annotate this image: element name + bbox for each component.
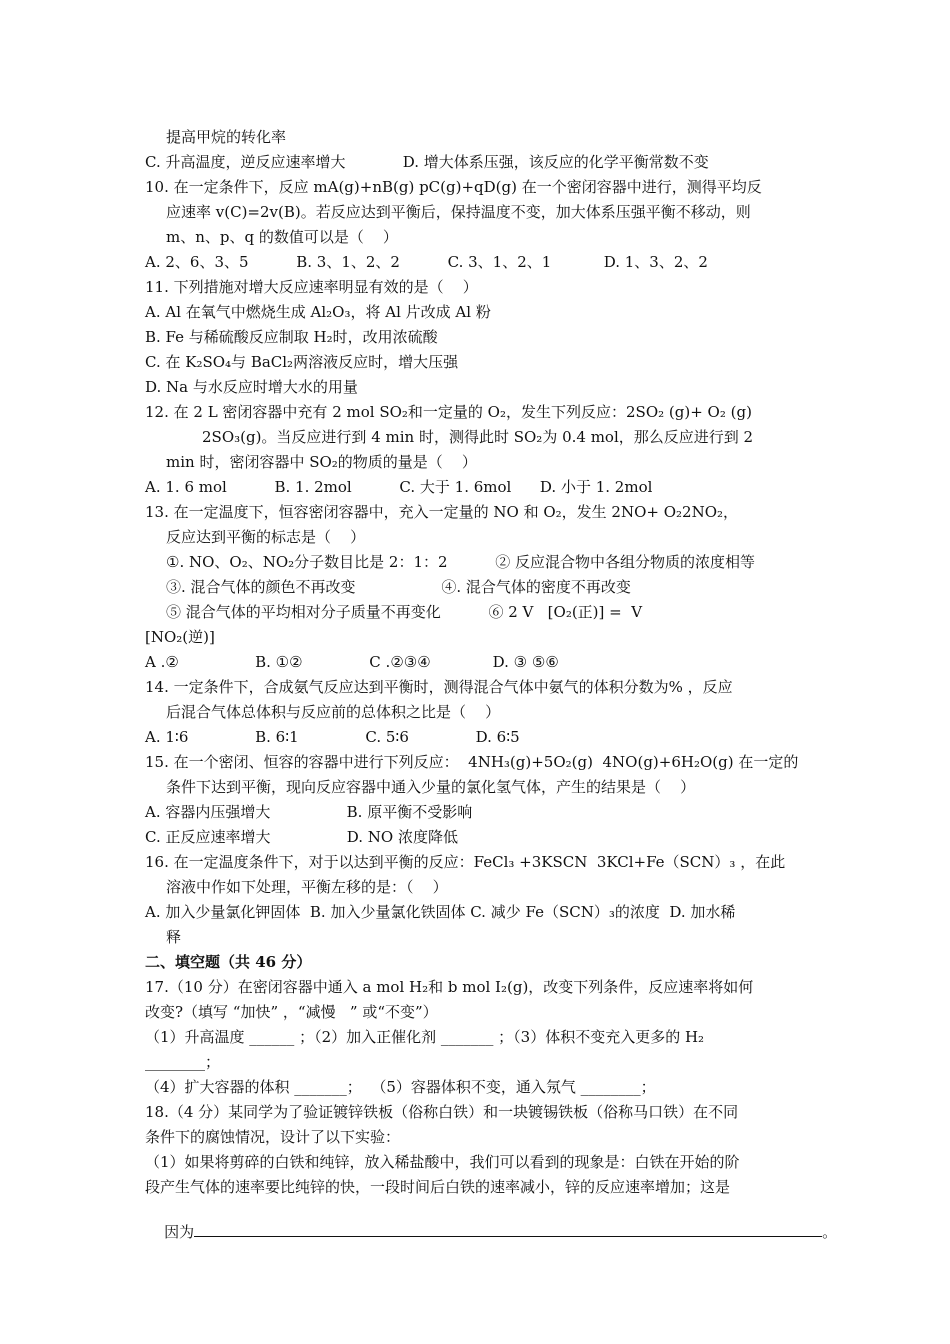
option-line: B. Fe 与稀硫酸反应制取 H₂时，改用浓硫酸 bbox=[145, 328, 438, 346]
text-line: 改变?（填写 “加快” ，“减慢 ” 或“不变”） bbox=[145, 1003, 438, 1021]
text-line: 段产生气体的速率要比纯锌的快，一段时间后白铁的速率减小，锌的反应速率增加；这是 bbox=[145, 1178, 731, 1196]
statement-line: ③. 混合气体的颜色不再改变 ④. 混合气体的密度不再改变 bbox=[166, 578, 631, 596]
text-line: min 时，密闭容器中 SO₂的物质的量是（ ） bbox=[166, 453, 477, 471]
section-heading: 二、填空题（共 46 分） bbox=[145, 953, 312, 971]
text-line: [NO₂(逆)] bbox=[145, 628, 215, 646]
text-line: 提高甲烷的转化率 bbox=[166, 128, 287, 146]
options-line: C. 正反应速率增大 D. NO 浓度降低 bbox=[145, 828, 458, 846]
fill-blank-line: ________； bbox=[145, 1053, 221, 1071]
text-line: 反应达到平衡的标志是（ ） bbox=[166, 528, 366, 546]
text-line: 溶液中作如下处理，平衡左移的是：（ ） bbox=[166, 878, 448, 896]
question-13-line: 13. 在一定温度下，恒容密闭容器中，充入一定量的 NO 和 O₂，发生 2NO+ O₂2NO₂， bbox=[145, 503, 739, 521]
text-line: 2SO₃(g)。当反应进行到 4 min 时，测得此时 SO₂为 0.4 mol，那么反应进行到 2 bbox=[202, 428, 754, 446]
answer-line bbox=[145, 1202, 838, 1241]
options-line: A. 2、6、3、5 B. 3、1、2、2 C. 3、1、2、1 D. 1、3、2、2 bbox=[145, 253, 708, 271]
question-18-line: 18.（4 分）某同学为了验证镀锌铁板（俗称白铁）和一块镀锡铁板（俗称马口铁）在不同 bbox=[145, 1103, 739, 1121]
option-line: A. Al 在氧气中燃烧生成 Al₂O₃，将 Al 片改成 Al 粉 bbox=[145, 303, 491, 321]
question-10-line: 10. 在一定条件下，反应 mA(g)+nB(g) pC(g)+qD(g) 在一个密闭容器中进行，测得平均反 bbox=[145, 178, 762, 196]
text-line: m、n、p、q 的数值可以是（ ） bbox=[166, 228, 398, 246]
text-line: 释 bbox=[166, 928, 182, 946]
text-span: 因为 bbox=[164, 1223, 195, 1241]
question-16-line: 16. 在一定温度条件下，对于以达到平衡的反应：FeCl₃ +3KSCN 3KCl+Fe（SCN）₃ ，在此 bbox=[145, 853, 786, 871]
question-12-line: 12. 在 2 L 密闭容器中充有 2 mol SO₂和一定量的 O₂，发生下列反应：2SO₂ (g)+ O₂ (g) bbox=[145, 403, 752, 421]
answer-blank[interactable] bbox=[194, 1222, 822, 1237]
option-line: D. Na 与水反应时增大水的用量 bbox=[145, 378, 358, 396]
text-line: 条件下达到平衡，现向反应容器中通入少量的氯化氢气体，产生的结果是（ ） bbox=[166, 778, 696, 796]
question-17-line: 17.（10 分）在密闭容器中通入 a mol H₂和 b mol I₂(g)，改变下列条件，反应速率将如何 bbox=[145, 978, 754, 996]
question-14-line: 14. 一定条件下，合成氨气反应达到平衡时，测得混合气体中氨气的体积分数为% ，反应 bbox=[145, 678, 733, 696]
text-line: 条件下的腐蚀情况，设计了以下实验： bbox=[145, 1128, 401, 1146]
statement-line: ⑤ 混合气体的平均相对分子质量不再变化 ⑥ 2 V [O₂(正)] = V bbox=[166, 603, 643, 621]
options-line: A. 1. 6 mol B. 1. 2mol C. 大于 1. 6mol D. 小于 1. 2mol bbox=[145, 478, 653, 496]
question-11-line: 11. 下列措施对增大反应速率明显有效的是（ ） bbox=[145, 278, 478, 296]
question-15-line: 15. 在一个密闭、恒容的容器中进行下列反应： 4NH₃(g)+5O₂(g) 4NO(g)+6H₂O(g) 在一定的 bbox=[145, 753, 799, 771]
text-line: C. 升高温度，逆反应速率增大 D. 增大体系压强，该反应的化学平衡常数不变 bbox=[145, 153, 709, 171]
text-line: （1）如果将剪碎的白铁和纯锌，放入稀盐酸中，我们可以看到的现象是：白铁在开始的阶 bbox=[145, 1153, 740, 1171]
options-line: A. 容器内压强增大 B. 原平衡不受影响 bbox=[145, 803, 473, 821]
text-line: 应速率 v(C)=2v(B)。若反应达到平衡后，保持温度不变，加大体系压强平衡不移动，则 bbox=[166, 203, 751, 221]
options-line: A. 1∶6 B. 6∶1 C. 5∶6 D. 6∶5 bbox=[145, 728, 520, 746]
statement-line: ①. NO、O₂、NO₂分子数目比是 2：1：2 ② 反应混合物中各组分物质的浓度相等 bbox=[166, 553, 756, 571]
text-line: 后混合气体总体积与反应前的总体积之比是（ ） bbox=[166, 703, 501, 721]
fill-blank-line: （1）升高温度 ______ ；（2）加入正催化剂 _______ ；（3）体积不变充入更多的 H₂ bbox=[145, 1028, 705, 1046]
text-span: 。 bbox=[822, 1223, 838, 1241]
option-line: C. 在 K₂SO₄与 BaCl₂两溶液反应时，增大压强 bbox=[145, 353, 459, 371]
fill-blank-line: （4）扩大容器的体积 _______； （5）容器体积不变，通入氖气 ________； bbox=[145, 1078, 656, 1096]
options-line: A. 加入少量氯化钾固体 B. 加入少量氯化铁固体 C. 减少 Fe（SCN）₃的浓度 D. 加水稀 bbox=[145, 903, 736, 921]
options-line: A .② B. ①② C .②③④ D. ③ ⑤⑥ bbox=[145, 653, 559, 671]
